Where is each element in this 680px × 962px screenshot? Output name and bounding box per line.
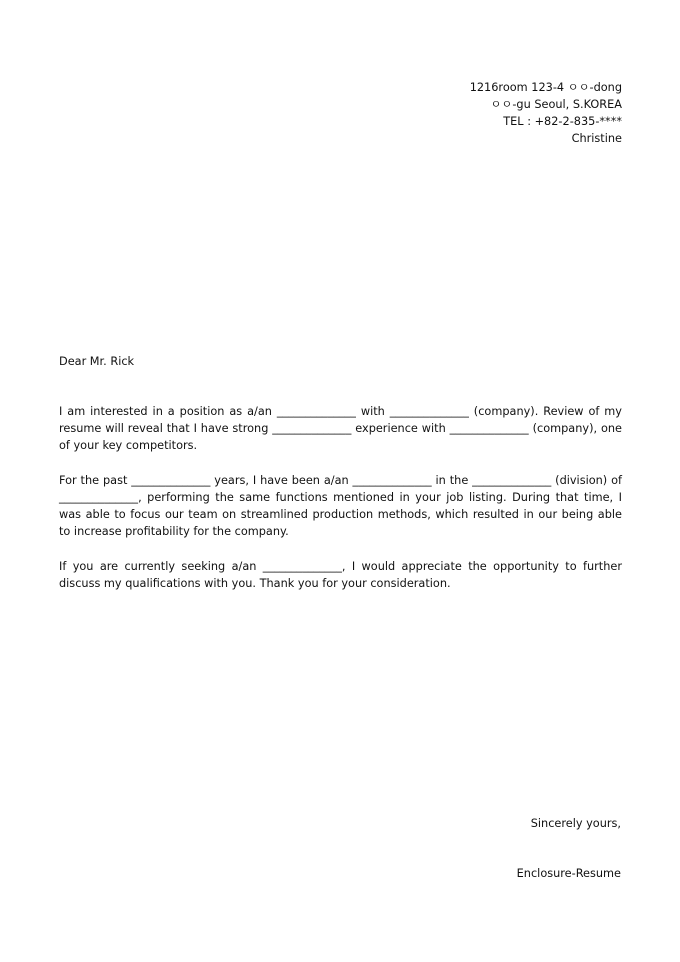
phone-number: TEL : +82-2-835-**** (503, 115, 622, 128)
body-paragraph-3: If you are currently seeking a/an ______________, I would appreciate the opportunity to further discuss my qualifications with you. Thank you for your consideration. (59, 560, 622, 590)
salutation: Dear Mr. Rick (59, 355, 135, 368)
address-line-2: ㅇㅇ-gu Seoul, S.KOREA (490, 98, 622, 111)
body-paragraph-1: I am interested in a position as a/an ______________ with ______________ (company). Review of my resume will reveal that I have strong ______________ experience with ______________ (company), one of your key competitors. (59, 405, 622, 452)
sender-name: Christine (571, 132, 622, 145)
body-paragraph-2: For the past ______________ years, I have been a/an ______________ in the ______________ (division) of ______________, performing the same functions mentioned in your job listing. During that time, I was able to focus our team on streamlined production methods, which resulted in our being able to increase profitability for the company. (59, 474, 622, 538)
enclosure-note: Enclosure-Resume (516, 867, 621, 880)
address-line-1: 1216room 123-4 ㅇㅇ-dong (469, 81, 622, 94)
sender-address-block (470, 79, 622, 147)
closing-line: Sincerely yours, (530, 817, 621, 830)
